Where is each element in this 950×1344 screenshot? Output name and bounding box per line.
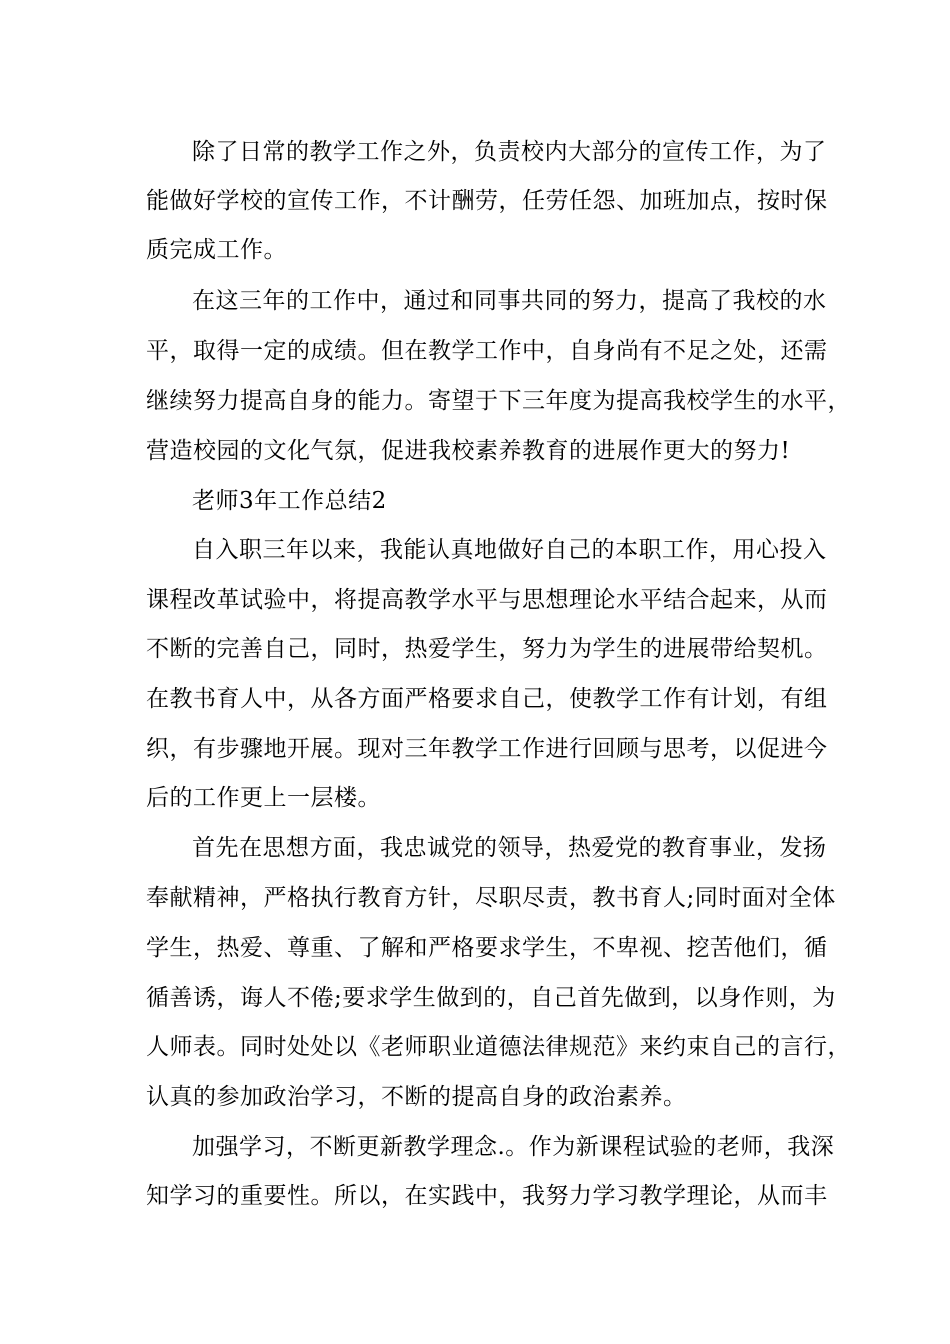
text-line: 循善诱，诲人不倦;要求学生做到的，自己首先做到，以身作则，为 [146,985,836,1011]
text-line: 认真的参加政治学习，不断的提高自身的政治素养。 [146,1084,687,1110]
text-line: 在这三年的工作中，通过和同事共同的努力，提高了我校的水 [192,288,827,314]
text-line: 课程改革试验中，将提高教学水平与思想理论水平结合起来，从而 [146,587,828,613]
text-line: 营造校园的文化气氛，促进我校素养教育的进展作更大的努力! [146,438,791,464]
text-line: 平，取得一定的成绩。但在教学工作中，自身尚有不足之处，还需 [146,338,828,364]
text-line: 学生，热爱、尊重、了解和严格要求学生，不卑视、挖苦他们，循 [146,935,828,961]
text-line: 在教书育人中，从各方面严格要求自己，使教学工作有计划，有组 [146,686,828,712]
text-line: 知学习的重要性。所以，在实践中，我努力学习教学理论，从而丰 [146,1183,828,1209]
text-line: 织，有步骤地开展。现对三年教学工作进行回顾与思考，以促进今 [146,736,828,762]
text-line: 自入职三年以来，我能认真地做好自己的本职工作，用心投入 [192,537,827,563]
text-line: 能做好学校的宣传工作，不计酬劳，任劳任怨、加班加点，按时保 [146,188,828,214]
text-line: 后的工作更上一层楼。 [146,785,381,811]
section-heading: 老师3年工作总结2 [192,488,387,514]
text-line: 奉献精神，严格执行教育方针，尽职尽责，教书育人;同时面对全体 [146,885,836,911]
text-line: 不断的完善自己，同时，热爱学生，努力为学生的进展带给契机。 [146,636,828,662]
text-line: 质完成工作。 [146,237,287,263]
text-line: 首先在思想方面，我忠诚党的领导，热爱党的教育事业，发扬 [192,835,827,861]
text-line: 加强学习，不断更新教学理念.。作为新课程试验的老师，我深 [192,1134,835,1160]
text-line: 继续努力提高自身的能力。寄望于下三年度为提高我校学生的水平， [146,388,851,414]
text-line: 除了日常的教学工作之外，负责校内大部分的宣传工作，为了 [192,139,827,165]
text-line: 人师表。同时处处以《老师职业道德法律规范》来约束自己的言行， [146,1034,851,1060]
